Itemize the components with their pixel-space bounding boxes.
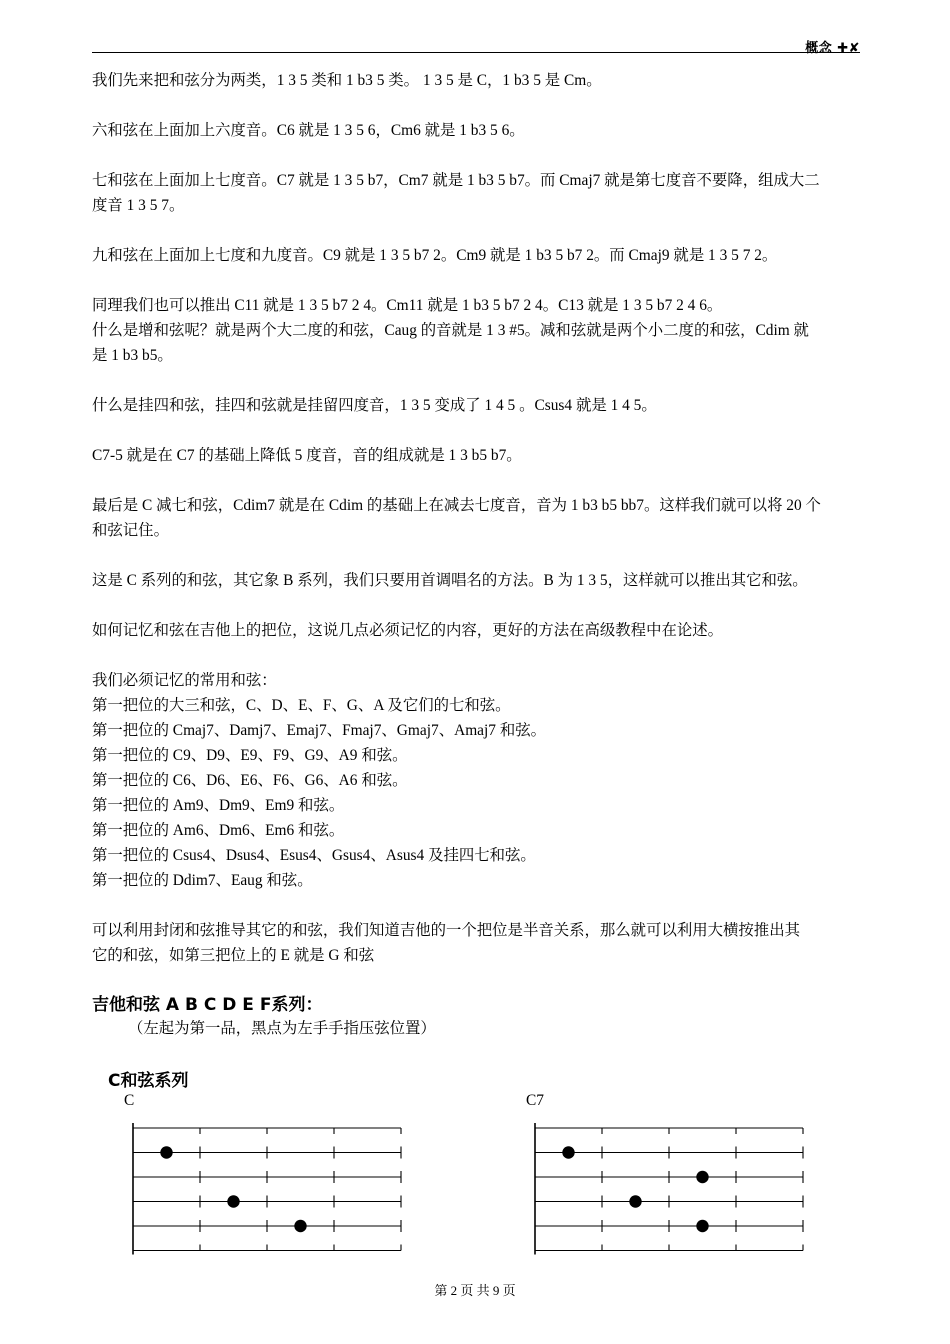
section-title: 吉他和弦 A B C D E F系列： <box>92 995 323 1015</box>
text-line: 七和弦在上面加上七度音。C7 就是 1 3 5 b7，Cm7 就是 1 b3 5 b7。而 Cmaj7 就是第七度音不要降，组成大二 <box>92 172 820 189</box>
finger-dot <box>227 1195 239 1207</box>
paragraph-gap <box>92 418 862 443</box>
chord-diagram-c7 <box>530 1118 810 1258</box>
page-header <box>92 38 860 56</box>
text-line: 如何记忆和弦在吉他上的把位，这说几点必须记忆的内容，更好的方法在高级教程中在论述。 <box>92 622 724 639</box>
chord-name-c: C <box>124 1092 135 1109</box>
text-line: 度音 1 3 5 7。 <box>92 197 185 214</box>
paragraph-gap <box>92 893 862 918</box>
text-line: 这是 C 系列的和弦，其它象 B 系列，我们只要用首调唱名的方法。B 为 1 3 5，这样就可以推出其它和弦。 <box>92 572 808 589</box>
text-line: 可以利用封闭和弦推导其它的和弦，我们知道吉他的一个把位是半音关系，那么就可以利用大横按推出其 <box>92 922 800 939</box>
text-line: 我们先来把和弦分为两类，1 3 5 类和 1 b3 5 类。 1 3 5 是 C，1 b3 5 是 Cm。 <box>92 72 602 89</box>
paragraph-gap <box>92 218 862 243</box>
paragraph-gap <box>92 643 862 668</box>
finger-dot <box>160 1146 172 1158</box>
section-subtitle: （左起为第一品，黑点为左手手指压弦位置） <box>128 1020 436 1037</box>
text-line: 同理我们也可以推出 C11 就是 1 3 5 b7 2 4。Cm11 就是 1 b3 5 b7 2 4。C13 就是 1 3 5 b7 2 4 6。 <box>92 297 723 314</box>
chord-diagram-c <box>128 1118 408 1258</box>
text-line: 第一把位的 Csus4、Dsus4、Esus4、Gsus4、Asus4 及挂四七和弦。 <box>92 847 536 864</box>
paragraph-gap <box>92 368 862 393</box>
text-line: 我们必须记忆的常用和弦： <box>92 672 277 689</box>
finger-dot <box>294 1220 306 1232</box>
text-line: 第一把位的 Am6、Dm6、Em6 和弦。 <box>92 822 345 839</box>
text-line: 最后是 C 减七和弦，Cdim7 就是在 Cdim 的基础上在减去七度音，音为 1 b3 b5 bb7。这样我们就可以将 20 个 <box>92 497 821 514</box>
paragraph-gap <box>92 143 862 168</box>
text-line: 第一把位的 Ddim7、Eaug 和弦。 <box>92 872 313 889</box>
page-footer: 第 2 页 共 9 页 <box>434 1283 516 1298</box>
text-line: 第一把位的 Cmaj7、Damj7、Emaj7、Fmaj7、Gmaj7、Amaj7 和弦。 <box>92 722 546 739</box>
finger-dot <box>696 1171 708 1183</box>
document-body <box>92 68 862 968</box>
paragraph-gap <box>92 93 862 118</box>
text-line: 第一把位的 Am9、Dm9、Em9 和弦。 <box>92 797 345 814</box>
finger-dot <box>629 1195 641 1207</box>
text-line: 六和弦在上面加上六度音。C6 就是 1 3 5 6，Cm6 就是 1 b3 5 6。 <box>92 122 525 139</box>
text-line: 和弦记住。 <box>92 522 169 539</box>
finger-dot <box>696 1220 708 1232</box>
paragraph-gap <box>92 468 862 493</box>
text-line: 是 1 b3 b5。 <box>92 347 173 364</box>
finger-dot <box>562 1146 574 1158</box>
text-line: 什么是增和弦呢？就是两个大二度的和弦，Caug 的音就是 1 3 #5。减和弦就是两个小二度的和弦，Cdim 就 <box>92 322 809 339</box>
text-line: 第一把位的 C9、D9、E9、F9、G9、A9 和弦。 <box>92 747 408 764</box>
text-line: 它的和弦，如第三把位上的 E 就是 G 和弦 <box>92 947 375 964</box>
chord-name-c7: C7 <box>526 1092 544 1109</box>
series-title: C和弦系列 <box>108 1071 189 1091</box>
text-line: 九和弦在上面加上七度和九度音。C9 就是 1 3 5 b7 2。Cm9 就是 1 b3 5 b7 2。而 Cmaj9 就是 1 3 5 7 2。 <box>92 247 778 264</box>
text-line: 第一把位的大三和弦，C、D、E、F、G、A 及它们的七和弦。 <box>92 697 511 714</box>
header-title: 概念 ✚✘ <box>805 41 860 56</box>
text-line: C7-5 就是在 C7 的基础上降低 5 度音，音的组成就是 1 3 b5 b7。 <box>92 447 522 464</box>
paragraph-gap <box>92 543 862 568</box>
paragraph-gap <box>92 268 862 293</box>
text-line: 第一把位的 C6、D6、E6、F6、G6、A6 和弦。 <box>92 772 408 789</box>
paragraph-gap <box>92 593 862 618</box>
text-line: 什么是挂四和弦，挂四和弦就是挂留四度音，1 3 5 变成了 1 4 5 。Csus4 就是 1 4 5。 <box>92 397 657 414</box>
